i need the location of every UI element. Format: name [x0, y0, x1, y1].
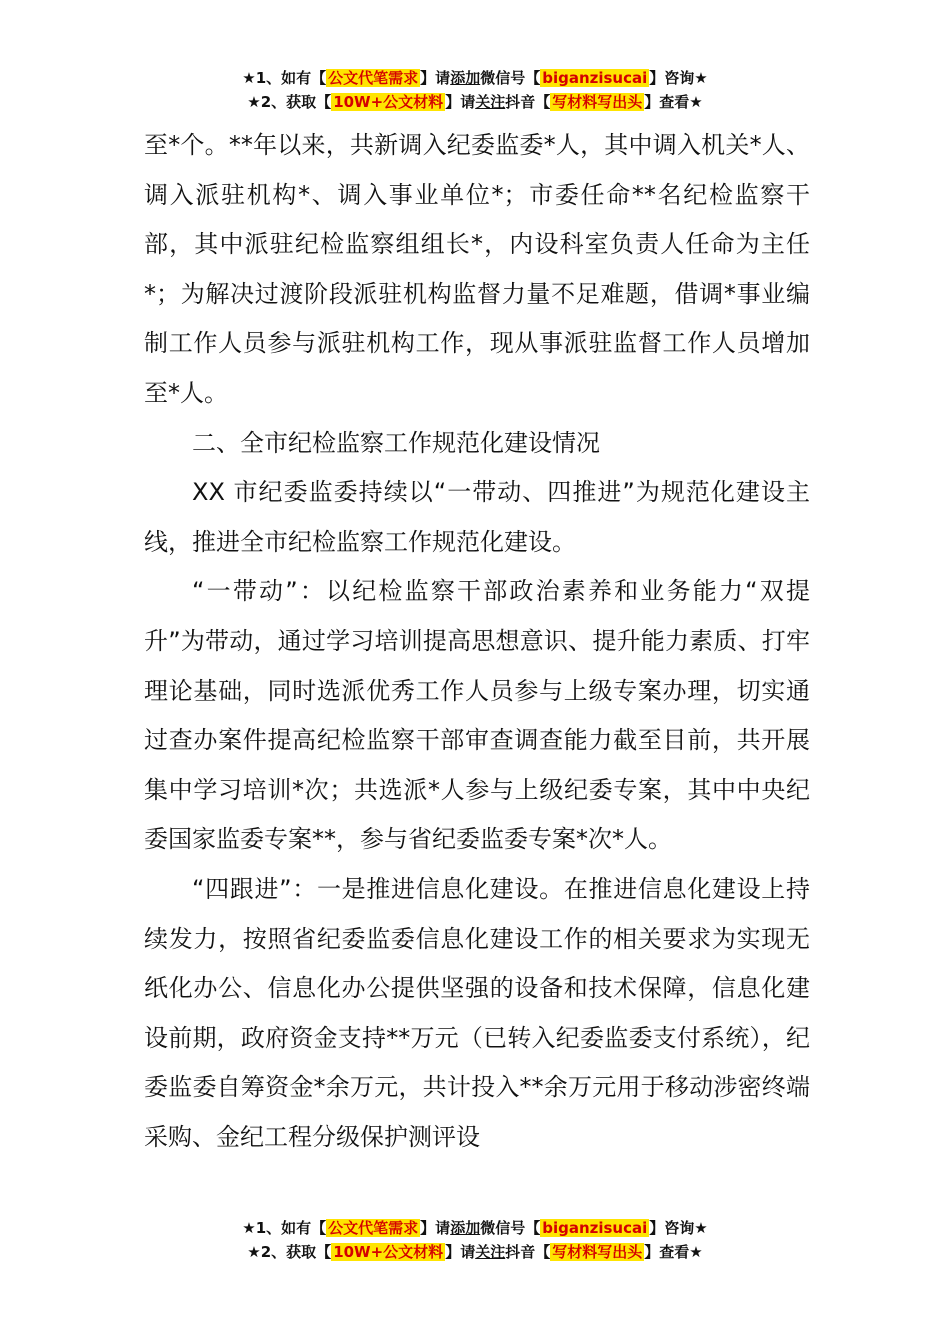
header-banner [0, 66, 950, 114]
banner-line-2: ★2、获取【 10W+公文材料 】请关注抖音【 写材料写出头 】查看★ [247, 1243, 703, 1261]
body-paragraph: 至*个。**年以来，共新调入纪委监委*人，其中调入机关*人、调入派驻机构*、调入事业单位*；市委任命**名纪检监察干部，其中派驻纪检监察组组长*，内设科室负责人任命为主任*；为解决过渡阶段派驻机构监督力量不足难题，借调*事业编制工作人员参与派驻机构工作，现从事派驻监督工作人员增加至*人。 [144, 131, 810, 407]
body-paragraph: “四跟进”：一是推进信息化建设。在推进信息化建设上持续发力，按照省纪委监委信息化建设工作的相关要求为实现无纸化办公、信息化办公提供坚强的设备和技术保障，信息化建设前期，政府资金支持**万元（已转入纪委监委支付系统），纪委监委自筹资金*余万元，共计投入**余万元用于移动涉密终端采购、金纪工程分级保护测评设 [144, 874, 810, 1151]
banner-line-2: ★2、获取【 10W+公文材料 】请关注抖音【 写材料写出头 】查看★ [247, 93, 703, 111]
banner-highlight: biganzisucai [542, 69, 648, 87]
footer-banner [0, 1216, 950, 1264]
banner-highlight: 写材料写出头 [552, 93, 643, 111]
banner-highlight: 公文代笔需求 [328, 69, 419, 87]
banner-highlight: 10W+公文材料 [333, 1243, 444, 1261]
banner-line-1: ★1、如有【 公文代笔需求 】请添加微信号【 biganzisucai 】咨询★ [242, 1219, 708, 1237]
section-heading: 二、全市纪检监察工作规范化建设情况 [192, 428, 600, 457]
banner-highlight: biganzisucai [542, 1219, 648, 1237]
body-paragraph: “一带动”：以纪检监察干部政治素养和业务能力“双提升”为带动，通过学习培训提高思想意识、提升能力素质、打牢理论基础，同时选派优秀工作人员参与上级专案办理，切实通过查办案件提高纪检监察干部审查调查能力截至目前，共开展集中学习培训*次；共选派*人参与上级纪委专案，其中中央纪委国家监委专案**，参与省纪委监委专案*次*人。 [144, 577, 810, 854]
body-paragraph: XX 市纪委监委持续以“一带动、四推进”为规范化建设主线，推进全市纪检监察工作规范化建设。 [144, 478, 810, 556]
banner-line-1: ★1、如有【 公文代笔需求 】请添加微信号【 biganzisucai 】咨询★ [242, 69, 708, 87]
document-body [144, 121, 810, 1162]
banner-highlight: 写材料写出头 [552, 1243, 643, 1261]
banner-highlight: 10W+公文材料 [333, 93, 444, 111]
banner-highlight: 公文代笔需求 [328, 1219, 419, 1237]
